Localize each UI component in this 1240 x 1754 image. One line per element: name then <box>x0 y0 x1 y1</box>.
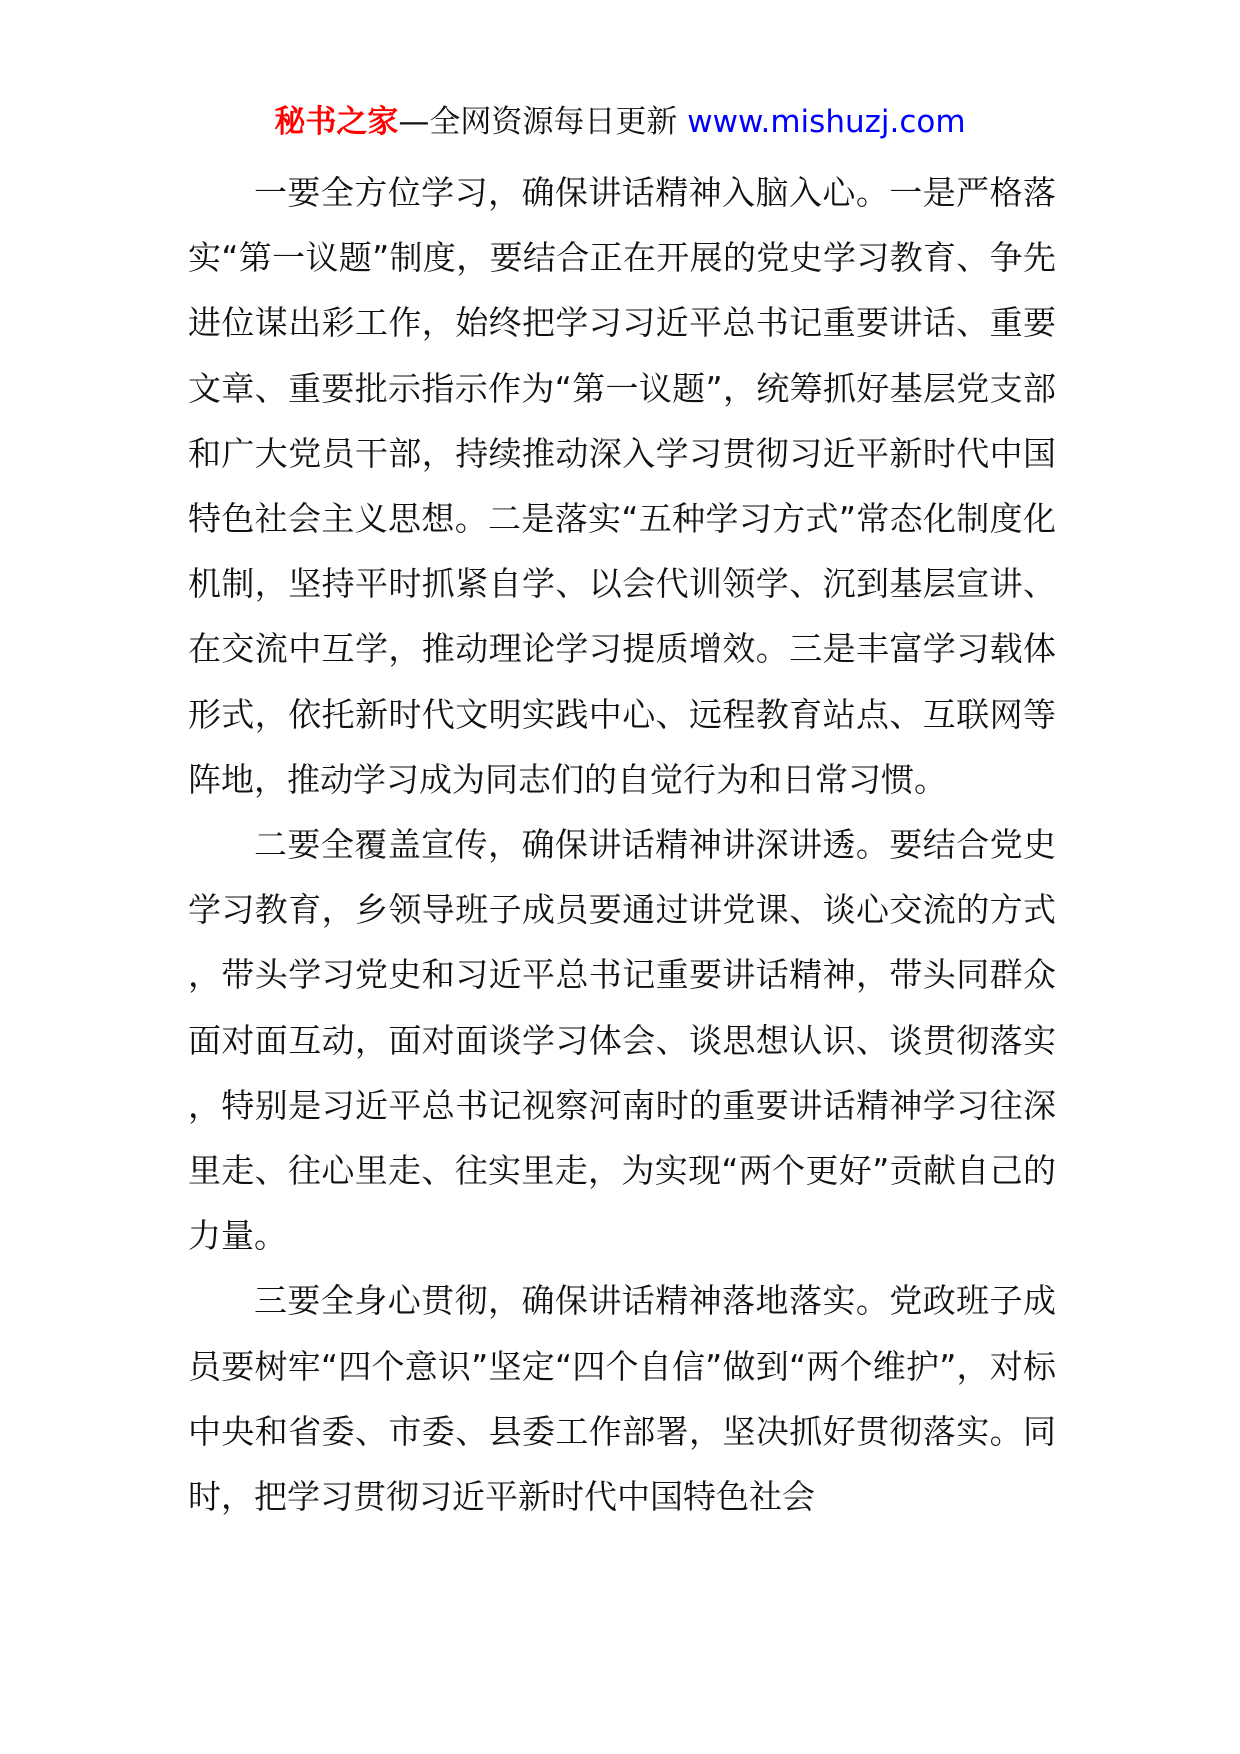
site-brand: 秘书之家 <box>274 104 399 140</box>
site-tagline: —全网资源每日更新 <box>398 104 688 140</box>
paragraph-3: 三要全身心贯彻，确保讲话精神落地落实。党政班子成员要树牢“四个意识”坚定“四个自信”做到“两个维护”，对标中央和省委、市委、县委工作部署，坚决抓好贯彻落实。同时，把学习贯彻习近平新时代中国特色社会 <box>188 1281 1056 1517</box>
site-url[interactable]: www.mishuzj.com <box>687 104 966 140</box>
site-header <box>0 100 1240 144</box>
document-body <box>188 160 1056 1529</box>
paragraph-1: 一要全方位学习，确保讲话精神入脑入心。一是严格落实“第一议题”制度，要结合正在开展的党史学习教育、争先进位谋出彩工作，始终把学习习近平总书记重要讲话、重要文章、重要批示指示作为“第一议题”，统筹抓好基层党支部和广大党员干部，持续推动深入学习贯彻习近平新时代中国特色社会主义思想。二是落实“五种学习方式”常态化制度化机制，坚持平时抓紧自学、以会代训领学、沉到基层宣讲、在交流中互学，推动理论学习提质增效。三是丰富学习载体形式，依托新时代文明实践中心、远程教育站点、互联网等阵地，推动学习成为同志们的自觉行为和日常习惯。 <box>188 173 1056 799</box>
paragraph-2: 二要全覆盖宣传，确保讲话精神讲深讲透。要结合党史学习教育，乡领导班子成员要通过讲党课、谈心交流的方式，带头学习党史和习近平总书记重要讲话精神，带头同群众面对面互动，面对面谈学习体会、谈思想认识、谈贯彻落实，特别是习近平总书记视察河南时的重要讲话精神学习往深里走、往心里走、往实里走，为实现“两个更好”贡献自己的力量。 <box>188 825 1056 1256</box>
